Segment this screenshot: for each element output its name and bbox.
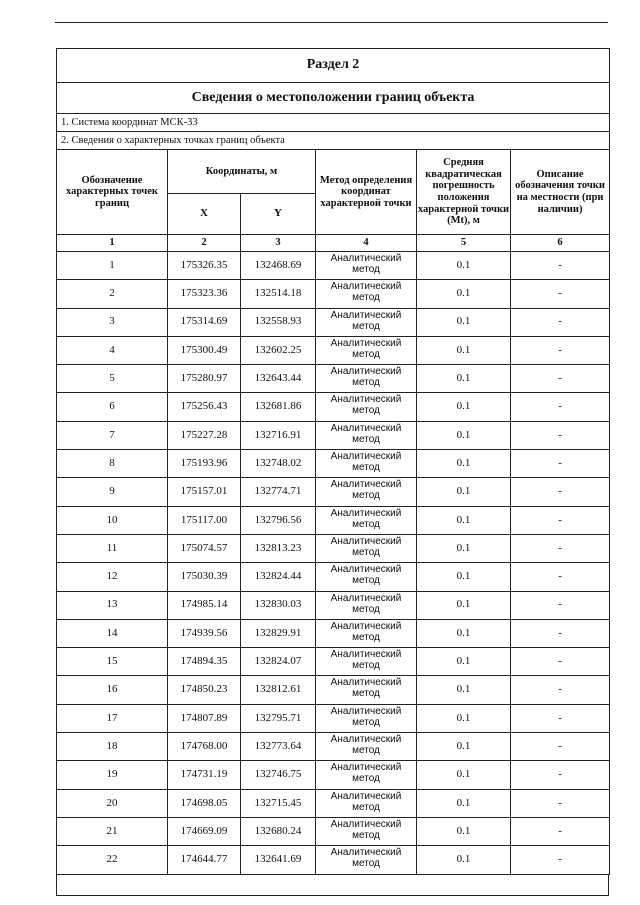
method-cell: Аналитический метод bbox=[316, 336, 417, 364]
point-number-cell: 22 bbox=[57, 846, 168, 874]
table-row bbox=[57, 648, 610, 676]
method-cell: Аналитический метод bbox=[316, 846, 417, 874]
coord-y-cell: 132774.71 bbox=[241, 478, 316, 506]
description-cell: - bbox=[511, 308, 610, 336]
coord-y-cell: 132824.07 bbox=[241, 648, 316, 676]
coord-y-cell: 132813.23 bbox=[241, 534, 316, 562]
table-row bbox=[57, 478, 610, 506]
table-row bbox=[57, 421, 610, 449]
method-cell: Аналитический метод bbox=[316, 393, 417, 421]
error-cell: 0.1 bbox=[417, 619, 511, 647]
header-y: Y bbox=[241, 194, 316, 235]
coord-x-cell: 175326.35 bbox=[168, 252, 241, 280]
table-row bbox=[57, 308, 610, 336]
method-cell: Аналитический метод bbox=[316, 365, 417, 393]
error-cell: 0.1 bbox=[417, 252, 511, 280]
column-number: 6 bbox=[511, 235, 610, 252]
error-cell: 0.1 bbox=[417, 336, 511, 364]
point-number-cell: 10 bbox=[57, 506, 168, 534]
coord-x-cell: 174698.05 bbox=[168, 789, 241, 817]
header-method: Метод определения координат характерной точки bbox=[316, 150, 417, 235]
method-cell: Аналитический метод bbox=[316, 308, 417, 336]
point-number-cell: 1 bbox=[57, 252, 168, 280]
point-number-cell: 11 bbox=[57, 534, 168, 562]
method-cell: Аналитический метод bbox=[316, 280, 417, 308]
coord-y-cell: 132716.91 bbox=[241, 421, 316, 449]
point-number-cell: 6 bbox=[57, 393, 168, 421]
description-cell: - bbox=[511, 733, 610, 761]
coord-x-cell: 175227.28 bbox=[168, 421, 241, 449]
coord-x-cell: 175193.96 bbox=[168, 450, 241, 478]
table-row bbox=[57, 336, 610, 364]
coord-x-cell: 174939.56 bbox=[168, 619, 241, 647]
point-number-cell: 12 bbox=[57, 563, 168, 591]
description-cell: - bbox=[511, 676, 610, 704]
header-designation: Обозначение характерных точек границ bbox=[57, 150, 168, 235]
table-row bbox=[57, 591, 610, 619]
error-cell: 0.1 bbox=[417, 704, 511, 732]
coord-system: 1. Система координат МСК-33 bbox=[57, 114, 610, 132]
method-cell: Аналитический метод bbox=[316, 817, 417, 845]
point-number-cell: 15 bbox=[57, 648, 168, 676]
header-coordinates: Координаты, м bbox=[168, 150, 316, 194]
point-number-cell: 8 bbox=[57, 450, 168, 478]
column-number: 2 bbox=[168, 235, 241, 252]
method-cell: Аналитический метод bbox=[316, 534, 417, 562]
top-rule bbox=[55, 22, 608, 23]
method-cell: Аналитический метод bbox=[316, 591, 417, 619]
error-cell: 0.1 bbox=[417, 563, 511, 591]
coord-x-cell: 175300.49 bbox=[168, 336, 241, 364]
coord-x-cell: 174807.89 bbox=[168, 704, 241, 732]
point-number-cell: 9 bbox=[57, 478, 168, 506]
error-cell: 0.1 bbox=[417, 534, 511, 562]
point-number-cell: 21 bbox=[57, 817, 168, 845]
description-cell: - bbox=[511, 365, 610, 393]
coord-y-cell: 132795.71 bbox=[241, 704, 316, 732]
method-cell: Аналитический метод bbox=[316, 676, 417, 704]
table-row bbox=[57, 252, 610, 280]
table-row bbox=[57, 280, 610, 308]
description-cell: - bbox=[511, 280, 610, 308]
header-error: Средняя квадратическая погрешность положения характерной точки (Mt), м bbox=[417, 150, 511, 235]
coord-x-cell: 175314.69 bbox=[168, 308, 241, 336]
coord-x-cell: 175256.43 bbox=[168, 393, 241, 421]
description-cell: - bbox=[511, 591, 610, 619]
table-row bbox=[57, 534, 610, 562]
description-cell: - bbox=[511, 563, 610, 591]
description-cell: - bbox=[511, 619, 610, 647]
coord-y-cell: 132468.69 bbox=[241, 252, 316, 280]
method-cell: Аналитический метод bbox=[316, 619, 417, 647]
column-number: 5 bbox=[417, 235, 511, 252]
coord-y-cell: 132824.44 bbox=[241, 563, 316, 591]
coord-x-cell: 174644.77 bbox=[168, 846, 241, 874]
point-number-cell: 13 bbox=[57, 591, 168, 619]
info-title: Сведения о местоположении границ объекта bbox=[57, 83, 610, 114]
method-cell: Аналитический метод bbox=[316, 563, 417, 591]
method-cell: Аналитический метод bbox=[316, 252, 417, 280]
error-cell: 0.1 bbox=[417, 450, 511, 478]
point-number-cell: 19 bbox=[57, 761, 168, 789]
coord-y-cell: 132829.91 bbox=[241, 619, 316, 647]
description-cell: - bbox=[511, 648, 610, 676]
method-cell: Аналитический метод bbox=[316, 648, 417, 676]
description-cell: - bbox=[511, 704, 610, 732]
bottom-border bbox=[56, 895, 609, 896]
method-cell: Аналитический метод bbox=[316, 761, 417, 789]
coord-x-cell: 175117.00 bbox=[168, 506, 241, 534]
table-row bbox=[57, 817, 610, 845]
coord-x-cell: 174768.00 bbox=[168, 733, 241, 761]
point-number-cell: 18 bbox=[57, 733, 168, 761]
document-frame bbox=[56, 48, 609, 896]
error-cell: 0.1 bbox=[417, 365, 511, 393]
error-cell: 0.1 bbox=[417, 789, 511, 817]
column-number: 4 bbox=[316, 235, 417, 252]
point-number-cell: 16 bbox=[57, 676, 168, 704]
method-cell: Аналитический метод bbox=[316, 789, 417, 817]
error-cell: 0.1 bbox=[417, 308, 511, 336]
table-row bbox=[57, 506, 610, 534]
method-cell: Аналитический метод bbox=[316, 506, 417, 534]
point-number-cell: 20 bbox=[57, 789, 168, 817]
coord-x-cell: 174850.23 bbox=[168, 676, 241, 704]
method-cell: Аналитический метод bbox=[316, 704, 417, 732]
point-number-cell: 14 bbox=[57, 619, 168, 647]
coord-y-cell: 132514.18 bbox=[241, 280, 316, 308]
table-row bbox=[57, 846, 610, 874]
coord-x-cell: 175157.01 bbox=[168, 478, 241, 506]
description-cell: - bbox=[511, 789, 610, 817]
table-row bbox=[57, 365, 610, 393]
error-cell: 0.1 bbox=[417, 421, 511, 449]
error-cell: 0.1 bbox=[417, 591, 511, 619]
coord-y-cell: 132773.64 bbox=[241, 733, 316, 761]
table-row bbox=[57, 676, 610, 704]
error-cell: 0.1 bbox=[417, 846, 511, 874]
coord-x-cell: 175030.39 bbox=[168, 563, 241, 591]
coord-y-cell: 132748.02 bbox=[241, 450, 316, 478]
description-cell: - bbox=[511, 450, 610, 478]
coord-y-cell: 132641.69 bbox=[241, 846, 316, 874]
coord-y-cell: 132681.86 bbox=[241, 393, 316, 421]
description-cell: - bbox=[511, 534, 610, 562]
coord-y-cell: 132643.44 bbox=[241, 365, 316, 393]
coord-x-cell: 175074.57 bbox=[168, 534, 241, 562]
error-cell: 0.1 bbox=[417, 506, 511, 534]
section-title: Раздел 2 bbox=[57, 49, 610, 83]
point-number-cell: 2 bbox=[57, 280, 168, 308]
error-cell: 0.1 bbox=[417, 817, 511, 845]
description-cell: - bbox=[511, 817, 610, 845]
point-number-cell: 5 bbox=[57, 365, 168, 393]
description-cell: - bbox=[511, 421, 610, 449]
description-cell: - bbox=[511, 846, 610, 874]
method-cell: Аналитический метод bbox=[316, 733, 417, 761]
description-cell: - bbox=[511, 393, 610, 421]
coord-y-cell: 132715.45 bbox=[241, 789, 316, 817]
description-cell: - bbox=[511, 252, 610, 280]
points-subtitle: 2. Сведения о характерных точках границ объекта bbox=[57, 132, 610, 150]
point-number-cell: 3 bbox=[57, 308, 168, 336]
method-cell: Аналитический метод bbox=[316, 478, 417, 506]
coord-x-cell: 174731.19 bbox=[168, 761, 241, 789]
error-cell: 0.1 bbox=[417, 676, 511, 704]
table-row bbox=[57, 704, 610, 732]
table-row bbox=[57, 761, 610, 789]
table-row bbox=[57, 450, 610, 478]
header-description: Описание обозначения точки на местности (при наличии) bbox=[511, 150, 610, 235]
table-row bbox=[57, 733, 610, 761]
coord-y-cell: 132602.25 bbox=[241, 336, 316, 364]
coord-x-cell: 174669.09 bbox=[168, 817, 241, 845]
coord-y-cell: 132558.93 bbox=[241, 308, 316, 336]
method-cell: Аналитический метод bbox=[316, 421, 417, 449]
description-cell: - bbox=[511, 761, 610, 789]
point-number-cell: 4 bbox=[57, 336, 168, 364]
point-number-cell: 7 bbox=[57, 421, 168, 449]
description-cell: - bbox=[511, 336, 610, 364]
coord-y-cell: 132746.75 bbox=[241, 761, 316, 789]
error-cell: 0.1 bbox=[417, 393, 511, 421]
error-cell: 0.1 bbox=[417, 280, 511, 308]
coord-y-cell: 132796.56 bbox=[241, 506, 316, 534]
error-cell: 0.1 bbox=[417, 648, 511, 676]
method-cell: Аналитический метод bbox=[316, 450, 417, 478]
coord-x-cell: 175323.36 bbox=[168, 280, 241, 308]
coord-y-cell: 132812.61 bbox=[241, 676, 316, 704]
error-cell: 0.1 bbox=[417, 478, 511, 506]
error-cell: 0.1 bbox=[417, 761, 511, 789]
table-row bbox=[57, 619, 610, 647]
point-number-cell: 17 bbox=[57, 704, 168, 732]
table-row bbox=[57, 563, 610, 591]
error-cell: 0.1 bbox=[417, 733, 511, 761]
column-number: 3 bbox=[241, 235, 316, 252]
coord-y-cell: 132680.24 bbox=[241, 817, 316, 845]
boundary-points-table bbox=[56, 48, 610, 875]
coord-x-cell: 174894.35 bbox=[168, 648, 241, 676]
header-x: X bbox=[168, 194, 241, 235]
coord-x-cell: 174985.14 bbox=[168, 591, 241, 619]
coord-y-cell: 132830.03 bbox=[241, 591, 316, 619]
table-footer-space bbox=[56, 875, 609, 895]
table-row bbox=[57, 393, 610, 421]
description-cell: - bbox=[511, 506, 610, 534]
column-number: 1 bbox=[57, 235, 168, 252]
table-row bbox=[57, 789, 610, 817]
description-cell: - bbox=[511, 478, 610, 506]
coord-x-cell: 175280.97 bbox=[168, 365, 241, 393]
